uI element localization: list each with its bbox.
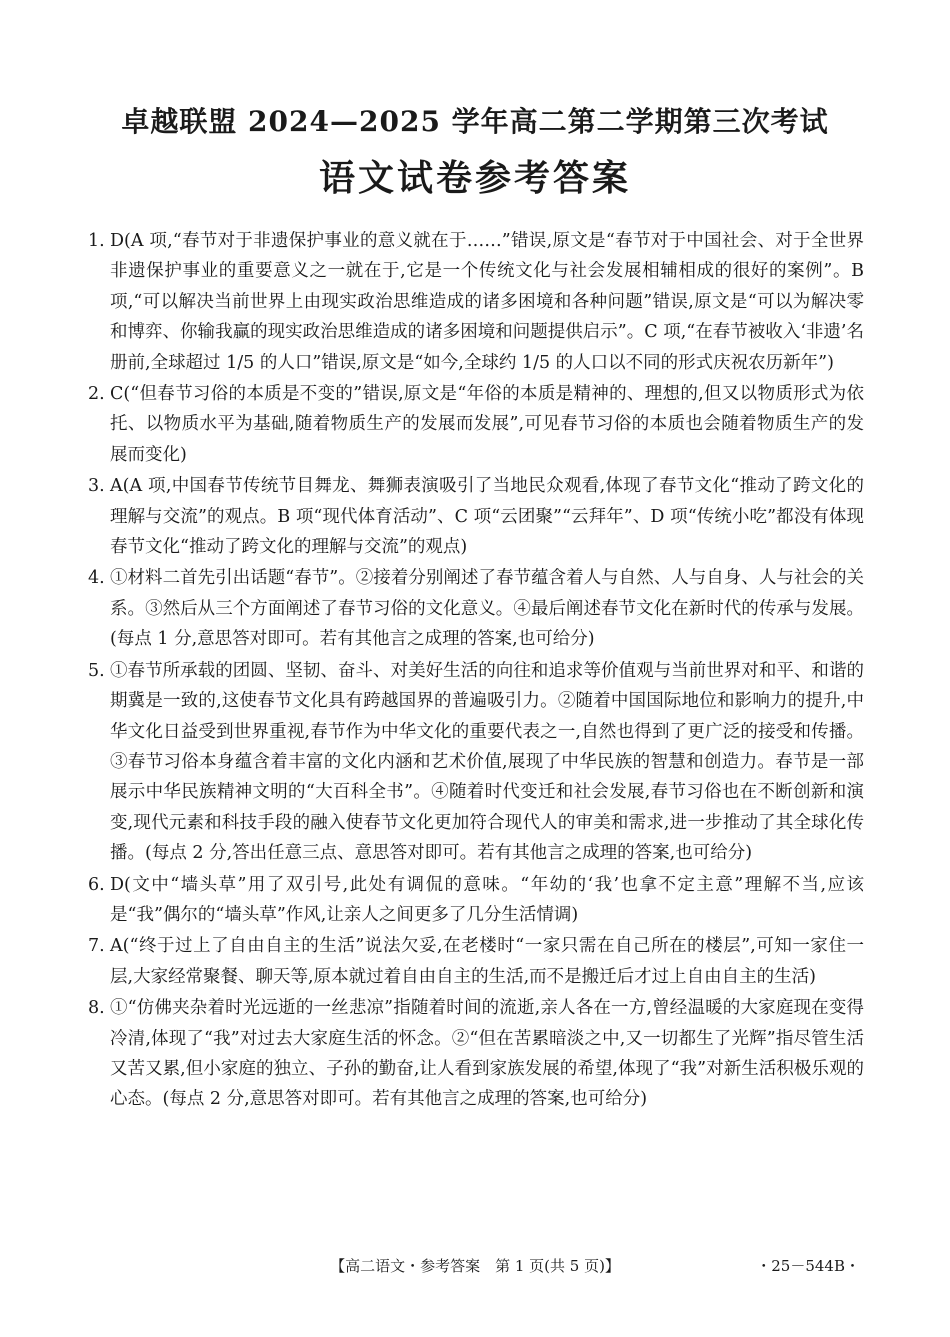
footer-page-info: 【高二语文・参考答案 第 1 页(共 5 页)】 <box>330 1257 620 1275</box>
answer-number: 8. <box>88 998 105 1019</box>
exam-title: 卓越联盟 2024—2025 学年高二第二学期第三次考试 <box>121 105 829 138</box>
answer-item-3 <box>88 471 864 562</box>
answer-text: ①“仿佛夹杂着时光远逝的一丝悲凉”指随着时间的流逝,亲人各在一方,曾经温暖的大家庭现在变得冷清,体现了“我”对过去大家庭生活的怀念。②“但在苦累暗淡之中,又一切都生了光辉”指尽管生活又苦又累,但小家庭的独立、子孙的勤奋,让人看到家族发展的希望,体现了“我”对新生活积极乐观的心态。(每点 2 分,意思答对即可。若有其他言之成理的答案,也可给分) <box>110 998 864 1110</box>
answer-item-1 <box>88 226 864 378</box>
answer-text: A(“终于过上了自由自主的生活”说法欠妥,在老楼时“一家只需在自己所在的楼层”,可知一家住一层,大家经常聚餐、聊天等,原本就过着自由自主的生活,而不是搬迁后才过上自由自主的生活) <box>110 936 864 987</box>
answer-item-5 <box>88 656 864 869</box>
answer-text: D(A 项,“春节对于非遗保护事业的意义就在于……”错误,原文是“春节对于中国社会、对于全世界非遗保护事业的重要意义之一就在于,它是一个传统文化与社会发展相辅相成的很好的案例”。B 项,“可以解决当前世界上由现实政治思维造成的诸多困境和各种问题”错误,原文是“可以为解决零和博弈、你输我赢的现实政治思维造成的诸多困境和问题提供启示”。C 项,“在春节被收入‘非遗’名册前,全球超过 1/5 的人口”错误,原文是“如今,全球约 1/5 的人口以不同的形式庆祝农历新年”) <box>110 231 864 373</box>
answer-number: 2. <box>88 384 105 405</box>
answer-item-8 <box>88 993 864 1115</box>
answer-text: ①春节所承载的团圆、坚韧、奋斗、对美好生活的向往和追求等价值观与当前世界对和平、和谐的期冀是一致的,这使春节文化具有跨越国界的普遍吸引力。②随着中国国际地位和影响力的提升,中华文化日益受到世界重视,春节作为中华文化的重要代表之一,自然也得到了更广泛的接受和传播。③春节习俗本身蕴含着丰富的文化内涵和艺术价值,展现了中华民族的智慧和创造力。春节是一部展示中华民族精神文明的“大百科全书”。④随着时代变迁和社会发展,春节习俗也在不断创新和演变,现代元素和科技手段的融入使春节文化更加符合现代人的审美和需求,进一步推动了其全球化传播。(每点 2 分,答出任意三点、意思答对即可。若有其他言之成理的答案,也可给分) <box>110 660 864 864</box>
answer-item-6 <box>88 870 864 931</box>
answer-number: 1. <box>88 231 105 251</box>
answer-number: 4. <box>88 568 105 589</box>
answer-key-title: 语文试卷参考答案 <box>318 157 631 199</box>
answer-text: A(A 项,中国春节传统节目舞龙、舞狮表演吸引了当地民众观看,体现了春节文化“推动了跨文化的理解与交流”的观点。B 项“现代体育活动”、C 项“云团聚”“云拜年”、D 项“传统小吃”都没有体现春节文化“推动了跨文化的理解与交流”的观点) <box>110 476 864 558</box>
answer-number: 5. <box>88 660 105 681</box>
answer-text: D(文中“墙头草”用了双引号,此处有调侃的意味。“年幼的‘我’也拿不定主意”理解不当,应该是“我”偶尔的“墙头草”作风,让亲人之间更多了几分生活情调) <box>110 874 864 925</box>
answer-text: C(“但春节习俗的本质是不变的”错误,原文是“年俗的本质是精神的、理想的,但又以物质形式为依托、以物质水平为基础,随着物质生产的发展而发展”,可见春节习俗的本质也会随着物质生产的发展而变化) <box>110 384 864 465</box>
answer-list <box>88 226 864 1116</box>
footer-exam-code: ・25－544B・ <box>756 1257 860 1275</box>
answer-text: ①材料二首先引出话题“春节”。②接着分别阐述了春节蕴含着人与自然、人与自身、人与社会的关系。③然后从三个方面阐述了春节习俗的文化意义。④最后阐述春节文化在新时代的传承与发展。(每点 1 分,意思答对即可。若有其他言之成理的答案,也可给分) <box>110 568 864 650</box>
answer-item-2 <box>88 379 864 470</box>
answer-item-7 <box>88 931 864 992</box>
answer-item-4 <box>88 563 864 654</box>
page-footer <box>0 1255 950 1279</box>
answer-number: 7. <box>88 936 105 957</box>
answer-number: 6. <box>88 874 105 895</box>
answer-number: 3. <box>88 476 105 497</box>
